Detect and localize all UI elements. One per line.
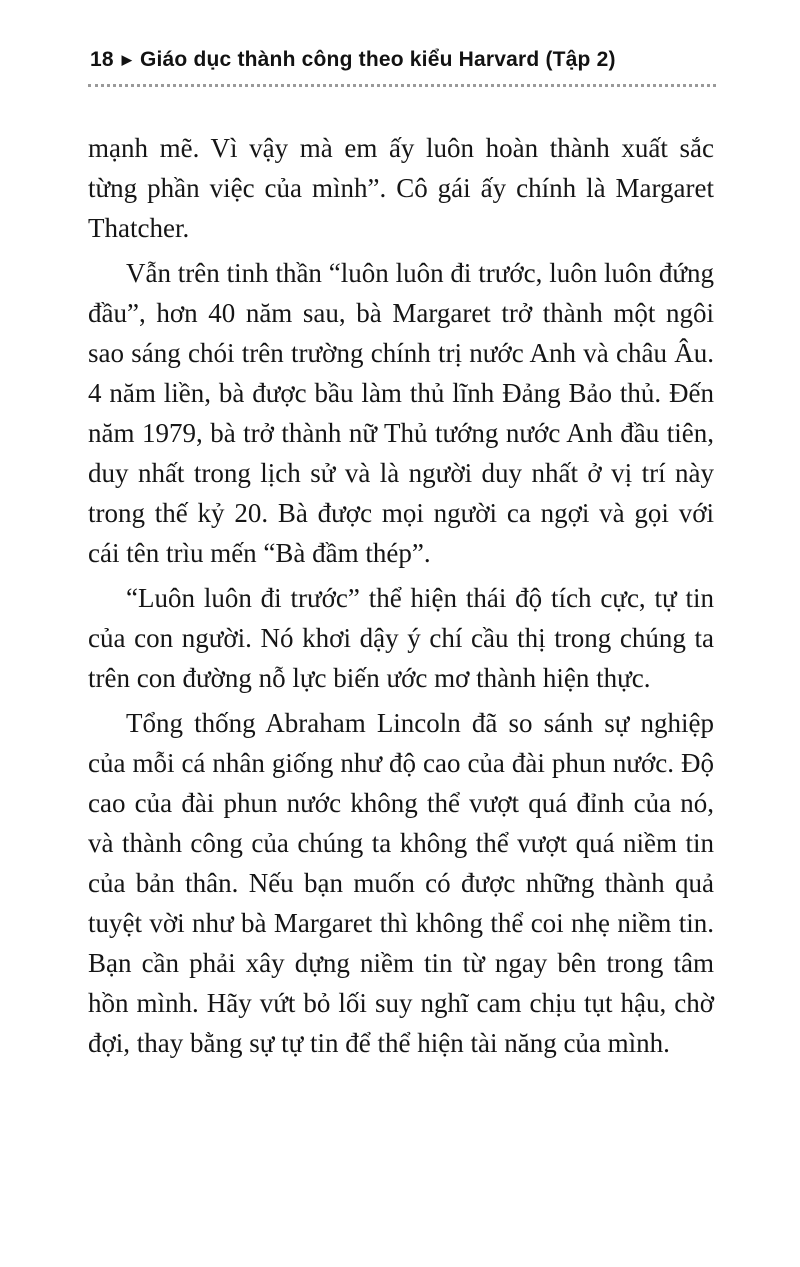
dotted-divider <box>88 84 716 87</box>
running-header-title: Giáo dục thành công theo kiểu Harvard (Tập 2) <box>139 48 616 71</box>
running-header <box>90 48 716 72</box>
triangle-separator-icon: ▶ <box>121 52 132 67</box>
paragraph: “Luôn luôn đi trước” thể hiện thái độ tích cực, tự tin của con người. Nó khơi dậy ý chí cầu thị trong chúng ta trên con đường nỗ lực biến ước mơ thành hiện thực. <box>88 583 714 693</box>
page-number: 18 <box>90 48 114 71</box>
paragraph: mạnh mẽ. Vì vậy mà em ấy luôn hoàn thành xuất sắc từng phần việc của mình”. Cô gái ấy chính là Margaret Thatcher. <box>88 133 714 243</box>
paragraph: Tổng thống Abraham Lincoln đã so sánh sự nghiệp của mỗi cá nhân giống như độ cao của đài phun nước. Độ cao của đài phun nước không thể vượt quá đỉnh của nó, và thành công của chúng ta không thể vượt quá niềm tin của bản thân. Nếu bạn muốn có được những thành quả tuyệt vời như bà Margaret thì không thể coi nhẹ niềm tin. Bạn cần phải xây dựng niềm tin từ ngay bên trong tâm hồn mình. Hãy vứt bỏ lối suy nghĩ cam chịu tụt hậu, chờ đợi, thay bằng sự tự tin để thể hiện tài năng của mình. <box>88 708 714 1058</box>
page-body <box>88 128 714 1063</box>
paragraph: Vẫn trên tinh thần “luôn luôn đi trước, luôn luôn đứng đầu”, hơn 40 năm sau, bà Margaret trở thành một ngôi sao sáng chói trên trường chính trị nước Anh và châu Âu. 4 năm liền, bà được bầu làm thủ lĩnh Đảng Bảo thủ. Đến năm 1979, bà trở thành nữ Thủ tướng nước Anh đầu tiên, duy nhất trong lịch sử và là người duy nhất ở vị trí này trong thế kỷ 20. Bà được mọi người ca ngợi và gọi với cái tên trìu mến “Bà đầm thép”. <box>88 258 714 568</box>
